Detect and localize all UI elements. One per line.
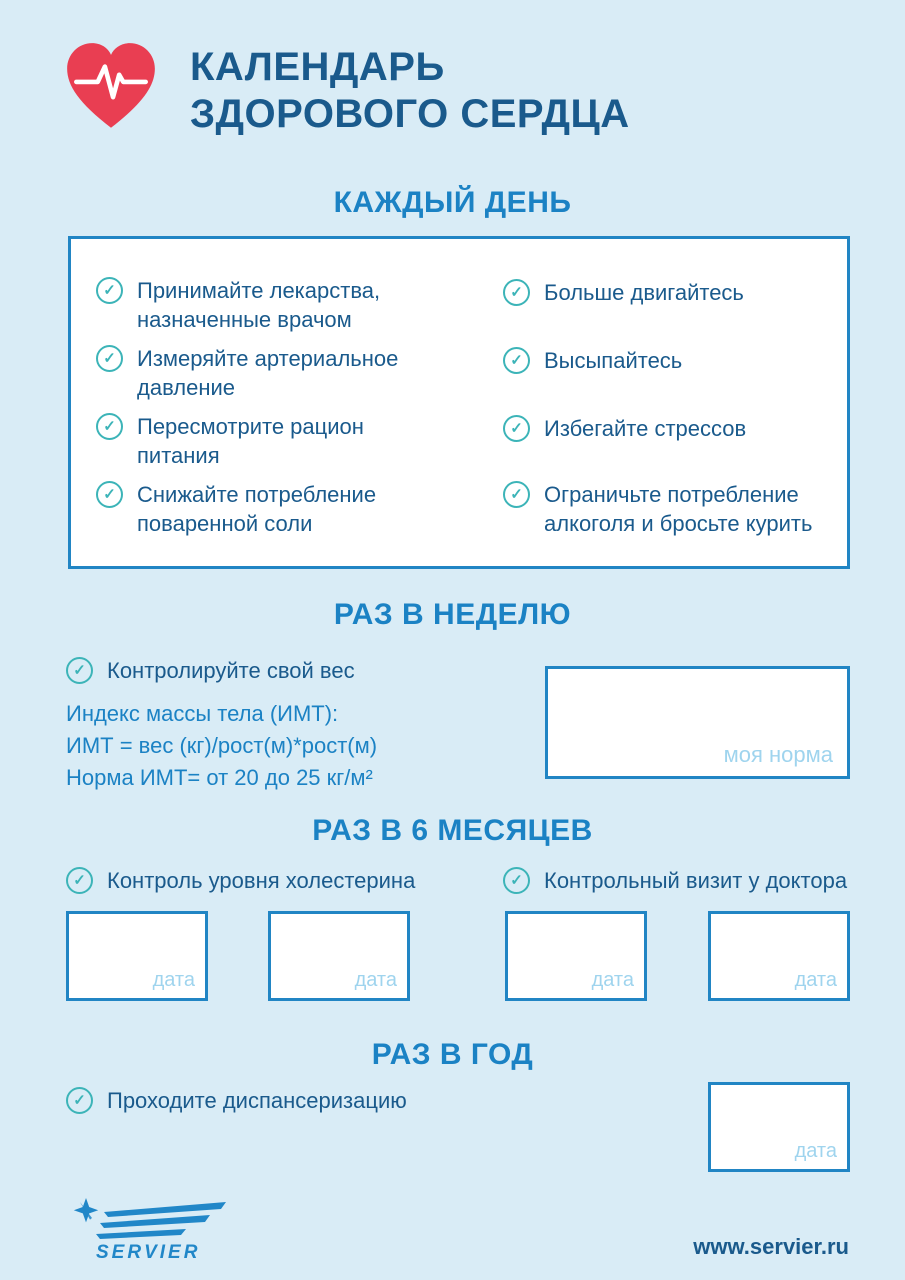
daily-item-label: Измеряйте артериальное давление (137, 346, 399, 401)
my-norm-label: моя норма (723, 742, 833, 767)
daily-item-label: Снижайте потребление поваренной соли (137, 482, 377, 537)
date-label: дата (354, 969, 397, 991)
daily-item-alcohol-smoking (503, 480, 836, 538)
check-icon: ✓ (66, 867, 93, 894)
daily-item-sleep (503, 346, 682, 375)
section-heading-weekly: РАЗ В НЕДЕЛЮ (333, 598, 572, 631)
daily-item-stress (503, 414, 746, 443)
daily-item-label: Больше двигайтесь (544, 280, 744, 305)
heart-icon (60, 36, 162, 138)
section-heading-annual: РАЗ В ГОД (371, 1038, 534, 1071)
weekly-item-weight (66, 656, 355, 685)
date-label: дата (794, 1140, 837, 1162)
date-label: дата (591, 969, 634, 991)
daily-item-label: Пересмотрите рацион питания (137, 414, 364, 469)
page-title-line2: ЗДОРОВОГО СЕРДЦА (190, 92, 630, 137)
footer-url: www.servier.ru (693, 1234, 849, 1259)
bmi-line2: ИМТ = вес (кг)/рост(м)*рост(м) (66, 732, 378, 758)
servier-logo (58, 1196, 233, 1266)
date-write-in-box (708, 911, 850, 1001)
check-icon: ✓ (503, 867, 530, 894)
date-label: дата (152, 969, 195, 991)
bmi-info-text (66, 698, 377, 794)
check-icon: ✓ (503, 481, 530, 508)
check-icon: ✓ (66, 1087, 93, 1114)
date-write-in-box (268, 911, 410, 1001)
daily-item-diet (96, 412, 409, 470)
daily-item-salt (96, 480, 409, 538)
daily-item-move-more (503, 278, 744, 307)
section-heading-daily: КАЖДЫЙ ДЕНЬ (333, 186, 572, 219)
date-write-in-box (66, 911, 208, 1001)
semiannual-item-cholesterol (66, 866, 415, 895)
page-title (190, 44, 630, 138)
section-heading-semiannual: РАЗ В 6 МЕСЯЦЕВ (312, 814, 593, 847)
weekly-item-label: Контролируйте свой вес (107, 658, 355, 683)
check-icon: ✓ (503, 279, 530, 306)
servier-brand-text: SERVIER (96, 1242, 201, 1263)
annual-item-checkup (66, 1086, 407, 1115)
daily-item-label: Принимайте лекарства, назначенные врачом (137, 278, 381, 333)
date-label: дата (794, 969, 837, 991)
daily-item-label: Высыпайтесь (544, 348, 683, 373)
semiannual-item-label: Контрольный визит у доктора (544, 868, 848, 893)
annual-item-label: Проходите диспансеризацию (107, 1088, 407, 1113)
check-icon: ✓ (503, 415, 530, 442)
check-icon: ✓ (66, 657, 93, 684)
bmi-line3: Норма ИМТ= от 20 до 25 кг/м² (66, 764, 373, 790)
check-icon: ✓ (96, 413, 123, 440)
date-write-in-box (708, 1082, 850, 1172)
check-icon: ✓ (96, 277, 123, 304)
daily-item-label: Ограничьте потребление алкоголя и бросьте курить (544, 482, 813, 537)
semiannual-item-doctor-visit (503, 866, 847, 895)
check-icon: ✓ (503, 347, 530, 374)
check-icon: ✓ (96, 481, 123, 508)
check-icon: ✓ (96, 345, 123, 372)
page-title-line1: КАЛЕНДАРЬ (190, 45, 445, 89)
my-norm-write-in-box (545, 666, 850, 779)
daily-item-blood-pressure (96, 344, 409, 402)
semiannual-item-label: Контроль уровня холестерина (107, 868, 416, 893)
date-write-in-box (505, 911, 647, 1001)
daily-item-medication (96, 276, 409, 334)
bmi-line1: Индекс массы тела (ИМТ): (66, 701, 339, 726)
daily-item-label: Избегайте стрессов (544, 416, 747, 441)
